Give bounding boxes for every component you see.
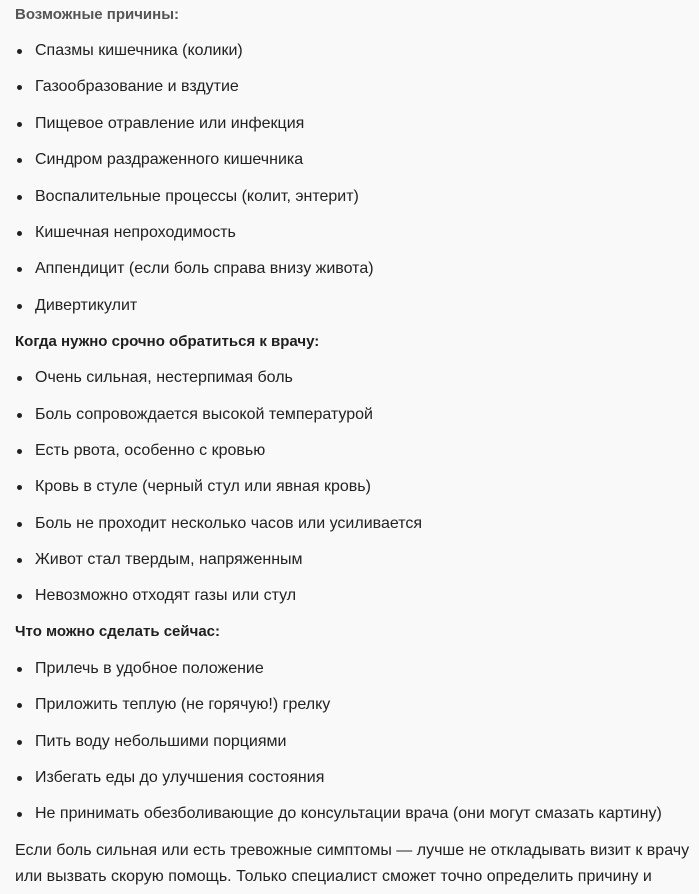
- list-item: [15, 185, 695, 209]
- bullet-icon: [17, 703, 22, 708]
- bullet-icon: [17, 195, 22, 200]
- list-item: [15, 257, 695, 281]
- list-item-text: Невозможно отходят газы или стул: [35, 587, 297, 605]
- list-item-text: Приложить теплую (не горячую!) грелку: [35, 696, 331, 714]
- section-heading-causes: Возможные причины:: [15, 6, 179, 23]
- bullet-icon: [17, 812, 22, 817]
- message-content: [15, 3, 695, 890]
- list-item: [15, 584, 695, 608]
- list-item: [15, 657, 695, 681]
- list-item: [15, 512, 695, 536]
- list-item: [15, 693, 695, 717]
- list-item: [15, 802, 695, 826]
- list-item-text: Не принимать обезболивающие до консультации врача (они могут смазать картину): [35, 805, 662, 823]
- bullet-icon: [17, 304, 22, 309]
- bullet-icon: [17, 158, 22, 163]
- list-item-text: Дивертикулит: [35, 296, 138, 314]
- section-heading-urgent: Когда нужно срочно обратиться к врачу:: [15, 332, 320, 350]
- list-item: [15, 475, 695, 499]
- bullet-icon: [17, 267, 22, 272]
- list-item: [15, 294, 695, 318]
- urgent-list: [15, 366, 695, 608]
- bullet-icon: [17, 485, 22, 490]
- list-item-text: Боль не проходит несколько часов или усиливается: [35, 514, 423, 532]
- bullet-icon: [17, 49, 22, 54]
- bullet-icon: [17, 122, 22, 127]
- list-item: [15, 730, 695, 754]
- list-item: [15, 39, 695, 63]
- list-item-text: Аппендицит (если боль справа внизу живота): [35, 260, 374, 278]
- list-item: [15, 439, 695, 463]
- list-item-text: Живот стал твердым, напряженным: [35, 551, 303, 569]
- bullet-icon: [17, 413, 22, 418]
- list-item: [15, 366, 695, 390]
- actions-list: [15, 657, 695, 827]
- bullet-icon: [17, 522, 22, 527]
- list-item-text: Пить воду небольшими порциями: [35, 732, 287, 750]
- list-item-text: Есть рвота, особенно с кровью: [35, 441, 266, 459]
- list-item-text: Кишечная непроходимость: [35, 223, 236, 241]
- list-item-text: Газообразование и вздутие: [35, 78, 239, 96]
- bullet-icon: [17, 231, 22, 236]
- list-item-text: Спазмы кишечника (колики): [35, 42, 243, 59]
- list-item: [15, 766, 695, 790]
- bullet-icon: [17, 85, 22, 90]
- list-item-text: Очень сильная, нестерпимая боль: [35, 369, 293, 387]
- list-item-text: Избегать еды до улучшения состояния: [35, 769, 325, 787]
- list-item: [15, 221, 695, 245]
- list-item-text: Пищевое отравление или инфекция: [35, 114, 305, 132]
- list-item-text: Синдром раздраженного кишечника: [35, 151, 304, 169]
- bullet-icon: [17, 376, 22, 381]
- bullet-icon: [17, 594, 22, 599]
- list-item: [15, 112, 695, 136]
- section-heading-actions: Что можно сделать сейчас:: [15, 623, 221, 641]
- bullet-icon: [17, 558, 22, 563]
- causes-list: [15, 39, 695, 318]
- list-item-text: Воспалительные процессы (колит, энтерит): [35, 187, 359, 205]
- list-item-text: Кровь в стуле (черный стул или явная кровь): [35, 478, 371, 496]
- bullet-icon: [17, 776, 22, 781]
- list-item: [15, 148, 695, 172]
- bullet-icon: [17, 740, 22, 745]
- bullet-icon: [17, 667, 22, 672]
- list-item: [15, 75, 695, 99]
- list-item-text: Боль сопровождается высокой температурой: [35, 405, 373, 423]
- list-item: [15, 403, 695, 427]
- closing-paragraph: Если боль сильная или есть тревожные симптомы — лучше не откладывать визит к врачу или вызвать скорую помощь. Только специалист сможет точно определить причину и: [15, 842, 690, 886]
- bullet-icon: [17, 449, 22, 454]
- list-item: [15, 548, 695, 572]
- list-item-text: Прилечь в удобное положение: [35, 659, 264, 677]
